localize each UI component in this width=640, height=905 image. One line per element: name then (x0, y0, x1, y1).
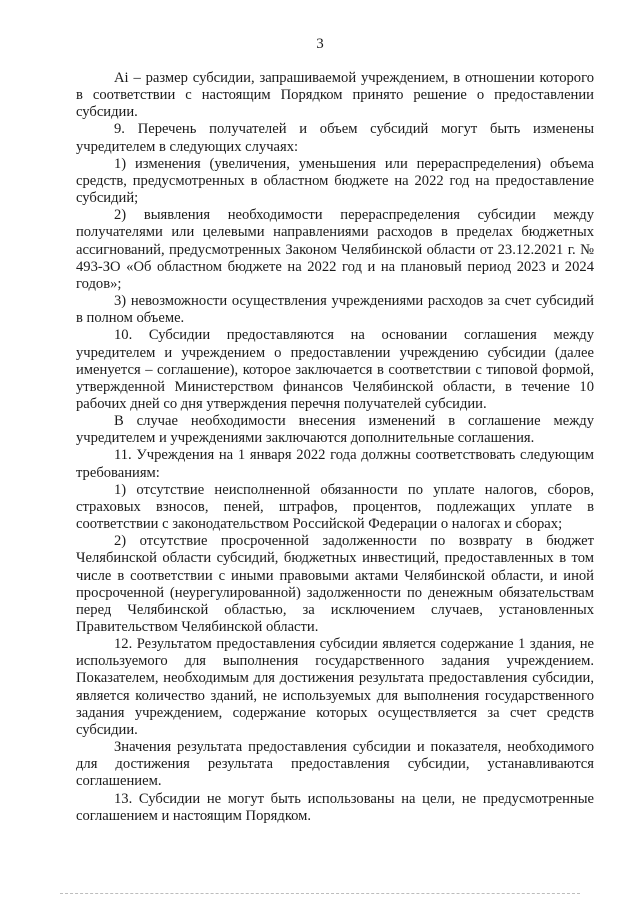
paragraph-9-item-2: 2) выявления необходимости перераспределения субсидии между получателями или целевыми направлениями расходов в пределах бюджетных ассигнований, предусмотренных Законом Челябинской области от 23.12.2021 г. № 493-ЗО «Об областном бюджете на 2022 год и на плановый период 2023 и 2024 годов»; (76, 207, 594, 292)
paragraph-10-amendments: В случае необходимости внесения изменений в соглашение между учредителем и учреждениями заключаются дополнительные соглашения. (76, 413, 594, 447)
paragraph-ai-definition: Ai – размер субсидии, запрашиваемой учреждением, в отношении которого в соответствии с настоящим Порядком принято решение о предоставлении субсидии. (76, 70, 594, 121)
footer-divider (60, 893, 580, 894)
paragraph-11: 11. Учреждения на 1 января 2022 года должны соответствовать следующим требованиям: (76, 447, 594, 481)
paragraph-9: 9. Перечень получателей и объем субсидий могут быть изменены учредителем в следующих случаях: (76, 121, 594, 155)
paragraph-9-item-3: 3) невозможности осуществления учреждениями расходов за счет субсидий в полном объеме. (76, 293, 594, 327)
paragraph-11-item-1: 1) отсутствие неисполненной обязанности по уплате налогов, сборов, страховых взносов, пеней, штрафов, процентов, подлежащих уплате в соответствии с законодательством Российской Федерации о налогах и сборах; (76, 481, 594, 533)
paragraph-12-values: Значения результата предоставления субсидии и показателя, необходимого для достижения результата предоставления субсидии, устанавливаются соглашением. (76, 739, 594, 790)
paragraph-10: 10. Субсидии предоставляются на основании соглашения между учредителем и учреждением о предоставлении учреждению субсидии (далее именуется – соглашение), которое заключается в соответствии с типовой формой, утвержденной Министерством финансов Челябинской области, в течение 10 рабочих дней со дня утверждения перечня получателей субсидии. (76, 327, 594, 412)
document-body (76, 70, 594, 825)
paragraph-13: 13. Субсидии не могут быть использованы на цели, не предусмотренные соглашением и настоящим Порядком. (76, 790, 594, 824)
paragraph-9-item-1: 1) изменения (увеличения, уменьшения или перераспределения) объема средств, предусмотренных в областном бюджете на 2022 год на предоставление субсидий; (76, 155, 594, 207)
paragraph-12: 12. Результатом предоставления субсидии является содержание 1 здания, не используемого для выполнения государственного задания учреждением. Показателем, необходимым для достижения результата предоставления субсидии, является количество зданий, не используемых для выполнения государственного задания учреждением, содержание которых осуществляется за счет средств субсидии. (76, 636, 594, 738)
page-number: 3 (316, 36, 324, 52)
paragraph-11-item-2: 2) отсутствие просроченной задолженности по возврату в бюджет Челябинской области субсидий, бюджетных инвестиций, предоставленных в том числе в соответствии с иными правовыми актами Челябинской области, и иной просроченной (неурегулированной) задолженности по денежным обязательствам перед Челябинской областью, за исключением случаев, установленных Правительством Челябинской области. (76, 533, 594, 635)
